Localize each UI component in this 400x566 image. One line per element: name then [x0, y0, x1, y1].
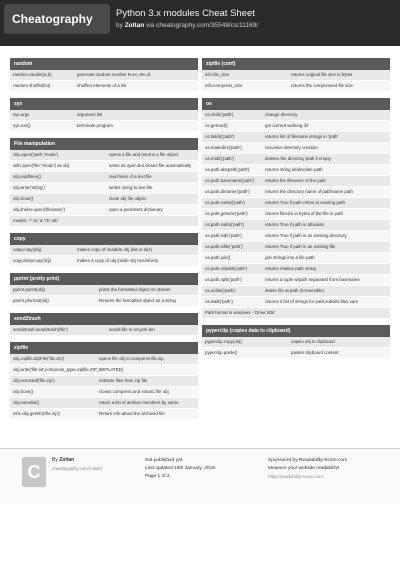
left-column: [10, 58, 198, 426]
byline-via[interactable]: via cheatography.com/35548/cs/11169/: [146, 22, 259, 29]
footer-by-label: By: [52, 457, 58, 463]
table-row: [10, 161, 198, 172]
table-row: [10, 172, 198, 183]
footer-author-site[interactable]: cheatography.com/zoltan/: [52, 466, 102, 471]
row-key: os.path.abspath('path'): [205, 167, 250, 172]
row-key: pprint.pformat(obj): [13, 298, 49, 303]
table-row: [10, 110, 198, 121]
row-value: Returns the formatted object as a string: [99, 298, 176, 303]
section-rows: [202, 70, 390, 92]
table-row: [202, 253, 390, 264]
section-title: pprint (pretty print): [10, 273, 198, 285]
row-key: os.path.dirname('path'): [205, 189, 250, 194]
table-row: [10, 365, 198, 376]
section-rows: [202, 110, 390, 319]
section-rows: [10, 354, 198, 420]
row-key: os.makedirs('path'): [205, 145, 242, 150]
row-value: close obj file object: [109, 196, 147, 201]
section-zipfile: [10, 342, 198, 420]
table-row: [202, 275, 390, 286]
row-value: returns list of filename strings in 'path': [265, 134, 339, 139]
table-row: [202, 286, 390, 297]
row-value: returns True if path is an existing file: [265, 244, 336, 249]
row-key: os.path.basename('path'): [205, 178, 255, 183]
row-key: obj=open('path','mode'): [13, 152, 59, 157]
section-file-manipulation: [10, 138, 198, 227]
table-row: [202, 264, 390, 275]
section-title: pyperclip (copies data to clipboard): [202, 325, 390, 337]
row-value: shuffles elements of a list: [77, 83, 127, 88]
row-key: send2trash.send2trash('file'): [13, 327, 68, 332]
section-title: sys: [10, 98, 198, 110]
table-row: [10, 150, 198, 161]
table-row: [10, 183, 198, 194]
row-key: os.path.getsize('path'): [205, 211, 248, 216]
row-value: extracts files from zip file: [99, 378, 148, 383]
row-value: Return info about the archived file: [99, 411, 165, 416]
table-row: [202, 308, 390, 319]
table-row: [10, 285, 198, 296]
section-rows: [202, 337, 390, 359]
table-row: [202, 297, 390, 308]
row-key: os.walk('path'): [205, 299, 233, 304]
table-row: [202, 81, 390, 92]
row-key: os.unlink('path'): [205, 288, 236, 293]
section-rows: [10, 325, 198, 336]
table-row: [10, 81, 198, 92]
sponsor-url[interactable]: https://readability-score.com: [268, 474, 323, 479]
row-value: returns True if path is an existing directory: [265, 233, 347, 238]
row-key: pyperclip.copy(obj): [205, 339, 242, 344]
section-rows: [10, 150, 198, 227]
row-key: os.path.isabs('path'): [205, 222, 245, 227]
row-value: returns the filename of the path: [265, 178, 326, 183]
footer-author-name[interactable]: Zoltan: [59, 457, 75, 463]
row-value: returns the directory name of path/name path: [265, 189, 353, 194]
row-value: argument list: [77, 112, 103, 117]
last-updated: Last updated 18th January, 2018.: [145, 466, 217, 471]
page-count: Page 1 of 2.: [145, 474, 171, 479]
table-row: [202, 209, 390, 220]
table-row: [10, 376, 198, 387]
row-value: get current working dir: [265, 123, 309, 128]
cheatography-logo[interactable]: [4, 4, 110, 34]
row-key: pyperclip.paste(): [205, 350, 238, 355]
section-random: [10, 58, 198, 92]
page-footer: [0, 448, 400, 502]
byline-by: by: [116, 22, 123, 29]
published-status: Not published yet.: [145, 458, 184, 463]
row-value: prints the formatted object on stream: [99, 287, 171, 292]
row-key: os.path.join(): [205, 255, 231, 260]
row-value: generate random number N a<=N<=b: [77, 72, 151, 77]
page-header: [0, 0, 400, 46]
table-row: [202, 348, 390, 359]
footer-publish-info: [145, 457, 216, 481]
section-title: copy: [10, 233, 198, 245]
row-key: copy.copy(obj): [13, 247, 42, 252]
row-value: returns True if path is absolute: [265, 222, 325, 227]
table-row: [202, 176, 390, 187]
author-avatar[interactable]: [22, 457, 46, 487]
row-key: obj=zipfile.ZipFile('file.zip'): [13, 356, 65, 361]
table-row: [10, 70, 198, 81]
row-value: returns relative path string: [265, 266, 316, 271]
table-row: [10, 387, 198, 398]
row-key: os.path.isfile('path'): [205, 244, 243, 249]
footer-author: [52, 457, 74, 463]
row-value: pastes clipboard content: [291, 350, 339, 355]
section-zipfile-cont: [202, 58, 390, 92]
sponsor-tagline: Measure your website readability!: [268, 466, 340, 471]
table-row: [10, 256, 198, 267]
table-row: [10, 296, 198, 307]
row-key: obj.write('file.txt',compress_type=zipfile.ZIP_DEFLATED): [13, 367, 124, 372]
table-row: [10, 205, 198, 216]
section-sys: [10, 98, 198, 132]
row-value: copies obj to clipboard: [291, 339, 335, 344]
section-rows: [10, 70, 198, 92]
row-value: delete file at path (irreversible): [265, 288, 325, 293]
row-key: os.chdir('path'): [205, 112, 234, 117]
table-row: [202, 70, 390, 81]
section-title: send2trash: [10, 313, 198, 325]
section-pprint-pretty-print: [10, 273, 198, 307]
table-row: [202, 143, 390, 154]
row-value: returns original file size in bytes: [291, 72, 353, 77]
table-row: [10, 409, 198, 420]
row-value: makes copy of mutable obj (list or dict): [77, 247, 152, 252]
row-value: terminate program: [77, 123, 113, 128]
row-value: opens a file and returns a file object: [109, 152, 179, 157]
row-value: opens file obj to compress file.zip: [99, 356, 164, 361]
table-row: [202, 220, 390, 231]
row-key: random.randint(a,b): [13, 72, 52, 77]
table-row: [202, 165, 390, 176]
row-value: returns string w/absolute path: [265, 167, 323, 172]
table-row: [202, 231, 390, 242]
table-row: [10, 216, 198, 227]
table-row: [202, 187, 390, 198]
section-send2trash: [10, 313, 198, 336]
byline-author[interactable]: Zoltan: [124, 22, 145, 29]
row-value: returns the compressed file size: [291, 83, 353, 88]
row-value: sends file to recycle bin: [109, 327, 155, 332]
row-value: returns a tuple w/path separated from basename: [265, 277, 360, 282]
section-title: zipfile: [10, 342, 198, 354]
row-key: info.file_size: [205, 72, 230, 77]
table-row: [10, 121, 198, 132]
row-value: read lines of a text file: [109, 174, 152, 179]
row-key: os.path.relpath('path'): [205, 266, 248, 271]
row-key: os.rmdir('path'): [205, 156, 235, 161]
table-row: [202, 132, 390, 143]
row-key: obj.close(): [13, 196, 34, 201]
byline: [116, 22, 258, 29]
row-key: obj.extractall('file.zip'): [13, 378, 55, 383]
table-row: [10, 194, 198, 205]
row-key: os.path.exists('path'): [205, 200, 245, 205]
table-row: [202, 242, 390, 253]
table-row: [202, 154, 390, 165]
row-key: random.shuffle(list): [13, 83, 51, 88]
row-key: sys.exit(): [13, 123, 31, 128]
row-key: os.path.split('path'): [205, 277, 242, 282]
row-value: deletes the directory path if empty: [265, 156, 331, 161]
row-key: obj.close(): [13, 389, 34, 394]
row-value: return a list of archive members by name: [99, 400, 179, 405]
row-value: recursive directory creation: [265, 145, 318, 150]
row-key: Path format in windows - 'Drive:\\Dir': [205, 310, 276, 315]
row-value: returns filesize in bytes of the file in path: [265, 211, 344, 216]
section-rows: [10, 285, 198, 307]
row-value: open a persistent dictionary: [109, 207, 163, 212]
row-value: join strings into a file path: [265, 255, 315, 260]
table-row: [202, 121, 390, 132]
row-key: info.compress_size: [205, 83, 243, 88]
row-value: makes a copy of obj inside obj recursively: [77, 258, 159, 263]
row-key: obj.shelve.open('filename'): [13, 207, 65, 212]
row-key: obj.readlines(): [13, 174, 41, 179]
table-row: [10, 245, 198, 256]
section-pyperclip-copies-data-to-clipboard: [202, 325, 390, 359]
table-row: [202, 198, 390, 209]
row-key: obj.write('string'): [13, 185, 45, 190]
section-title: random: [10, 58, 198, 70]
footer-sponsor: [268, 457, 347, 481]
section-os: [202, 98, 390, 319]
row-value: returns True if path refers to existing path: [265, 200, 346, 205]
section-title: File manipulation: [10, 138, 198, 150]
table-row: [202, 110, 390, 121]
page-title: Python 3.x modules Cheat Sheet: [116, 8, 255, 19]
row-value: same as open but closes file automatically: [109, 163, 192, 168]
row-key: pprint.pprint(obj): [13, 287, 45, 292]
row-key: os.getcwd(): [205, 123, 228, 128]
row-key: sys.argv: [13, 112, 30, 117]
row-key: os.path.isdir('path'): [205, 233, 242, 238]
row-key: info=obj.getinfo('file.zip'): [13, 411, 60, 416]
table-row: [10, 354, 198, 365]
row-value: closes compress and extract file obj: [99, 389, 169, 394]
row-value: change directory: [265, 112, 298, 117]
row-key: modes: 'r','w','a','rb','wb': [13, 218, 59, 223]
row-key: copy.deepcopy(obj): [13, 258, 51, 263]
sponsor-name[interactable]: Sponsored by Readability-Score.com: [268, 458, 348, 463]
row-key: os.listdir('path'): [205, 134, 235, 139]
avatar-letter: C: [27, 462, 41, 482]
section-rows: [10, 245, 198, 267]
section-title: os: [202, 98, 390, 110]
row-key: obj.namelist(): [13, 400, 40, 405]
row-value: writes string to text file: [109, 185, 153, 190]
row-key: with open('file','mode') as obj: [13, 163, 69, 168]
right-column: [202, 58, 390, 365]
table-row: [202, 337, 390, 348]
section-copy: [10, 233, 198, 267]
table-row: [10, 398, 198, 409]
section-title: zipfile (cont): [202, 58, 390, 70]
row-value: returns 3 list of strings for path,subdirs,files vars: [265, 299, 358, 304]
table-row: [10, 325, 198, 336]
section-rows: [10, 110, 198, 132]
logo-text: Cheatography: [12, 12, 93, 26]
